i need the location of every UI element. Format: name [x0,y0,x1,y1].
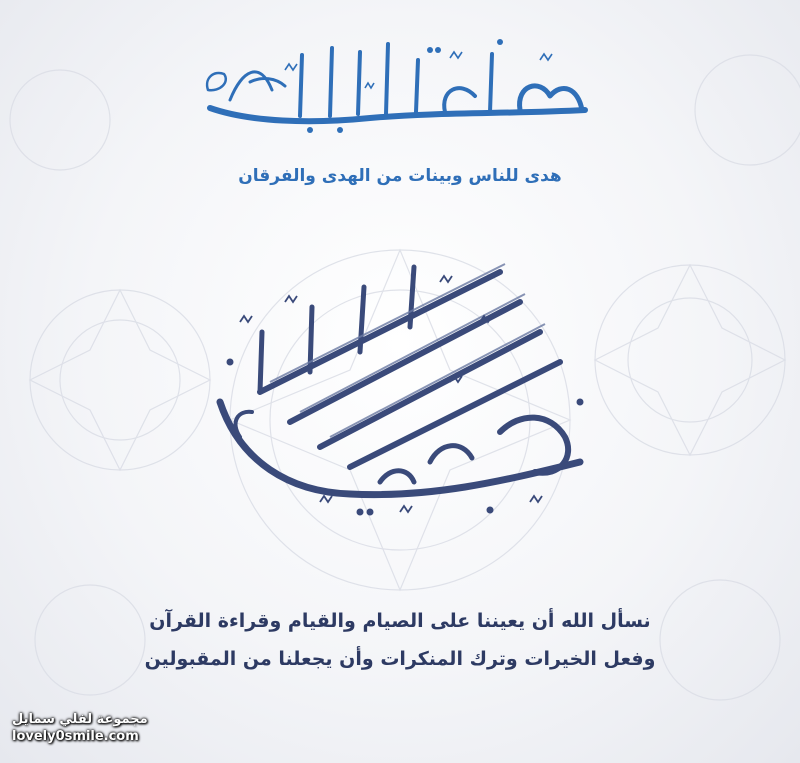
site-watermark [12,712,148,744]
mubarak-calligraphy [200,262,610,537]
prayer-line-2: وفعل الخيرات وترك المنكرات وأن يجعلنا من المقبولين [144,648,656,670]
verse-subtitle: هدى للناس وبينات من الهدى والفرقان [238,166,562,186]
watermark-url: lovely0smile.com [12,729,139,744]
prayer-line-1: نسأل الله أن يعيننا على الصيام والقيام وقراءة القرآن [149,610,651,632]
ramadan-verse-calligraphy [190,30,610,140]
watermark-name: مجموعة لفلي سمايل [12,712,148,727]
